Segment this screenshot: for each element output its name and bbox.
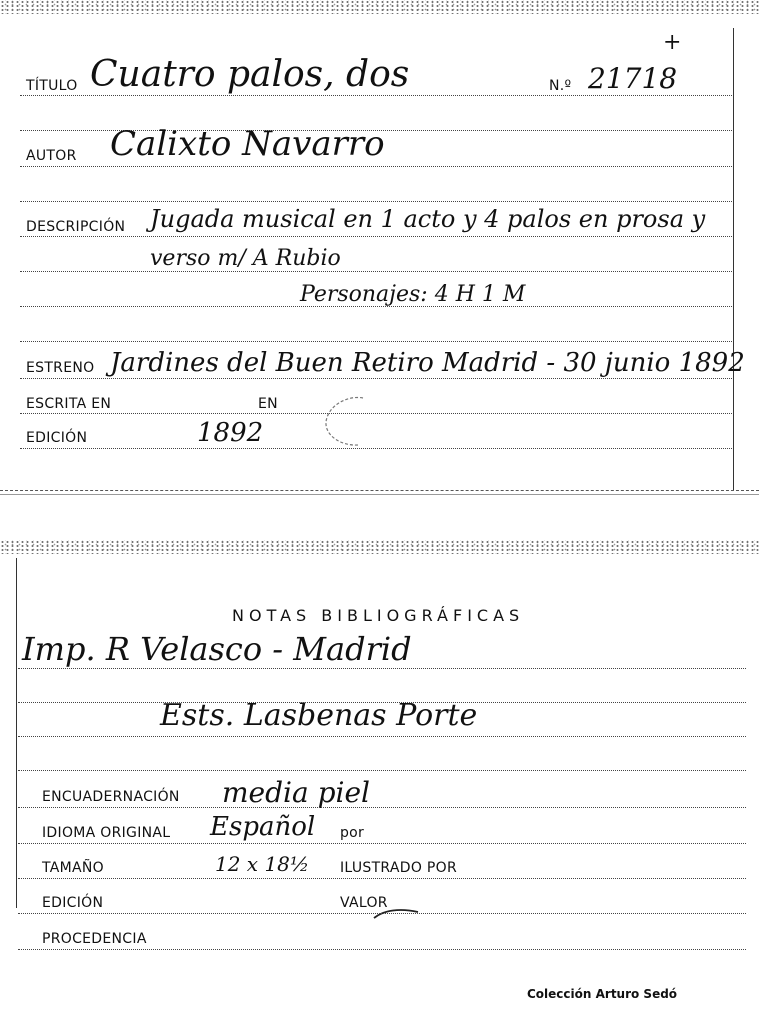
rule-line	[18, 770, 746, 771]
card-cut-line	[0, 490, 759, 491]
right-margin-rule	[733, 28, 734, 490]
rule-line	[18, 913, 746, 914]
titulo-label: TÍTULO	[26, 78, 78, 94]
nota-line2: Ests. Lasbenas Porte	[160, 698, 478, 733]
descripcion-line2: verso m/ A Rubio	[150, 246, 341, 271]
numero-value: 21718	[588, 62, 678, 95]
idioma-label: IDIOMA ORIGINAL	[42, 825, 171, 841]
rule-line	[20, 306, 732, 307]
rule-line	[18, 949, 746, 950]
rule-line	[20, 341, 732, 342]
idioma-por-label: por	[340, 825, 365, 841]
tamano-label: TAMAÑO	[42, 860, 104, 876]
notas-heading: NOTAS BIBLIOGRÁFICAS	[232, 606, 525, 625]
rule-line	[18, 878, 746, 879]
rule-line	[18, 736, 746, 737]
rule-line	[20, 271, 732, 272]
nota-line1: Imp. R Velasco - Madrid	[22, 630, 412, 668]
catalog-card-bottom	[0, 540, 759, 1028]
rule-line	[20, 378, 732, 379]
descripcion-line3: Personajes: 4 H 1 M	[300, 282, 526, 307]
edicion-value: 1892	[197, 418, 264, 448]
estreno-label: ESTRENO	[26, 360, 95, 376]
rule-line	[18, 702, 746, 703]
escrita-en-label: EN	[258, 396, 278, 412]
idioma-value: Español	[210, 812, 316, 842]
descripcion-line1: Jugada musical en 1 acto y 4 palos en prosa y	[150, 205, 706, 233]
rule-line	[20, 201, 732, 202]
rule-line	[18, 843, 746, 844]
titulo-value: Cuatro palos, dos	[90, 54, 410, 95]
procedencia-label: PROCEDENCIA	[42, 931, 147, 947]
descripcion-label: DESCRIPCIÓN	[26, 219, 126, 235]
valor-label: VALOR	[340, 895, 388, 911]
numero-label: N.º	[549, 78, 572, 94]
escrita-label: ESCRITA EN	[26, 396, 112, 412]
estreno-value: Jardines del Buen Retiro Madrid - 30 junio 1892	[110, 348, 745, 378]
encuadernacion-label: ENCUADERNACIÓN	[42, 789, 180, 805]
plus-mark: +	[663, 30, 682, 55]
ilustrado-label: ILUSTRADO POR	[340, 860, 457, 876]
rule-line	[20, 166, 732, 167]
left-margin-rule	[16, 558, 17, 908]
autor-label: AUTOR	[26, 148, 77, 164]
rule-line	[20, 236, 732, 237]
card-divider	[0, 494, 759, 495]
rule-line	[18, 668, 746, 669]
rule-line	[18, 807, 746, 808]
rule-line	[20, 95, 732, 96]
encuadernacion-value: media piel	[222, 776, 370, 809]
card-top-edge	[0, 0, 759, 14]
collection-credit: Colección Arturo Sedó	[527, 987, 678, 1001]
tamano-value: 12 x 18½	[215, 852, 310, 876]
edicion-b-label: EDICIÓN	[42, 895, 104, 911]
edicion-label: EDICIÓN	[26, 430, 88, 446]
valor-swash	[372, 906, 422, 922]
autor-value: Calixto Navarro	[110, 124, 385, 164]
partial-stamp-mark	[318, 390, 388, 450]
catalog-card-top	[0, 0, 759, 495]
